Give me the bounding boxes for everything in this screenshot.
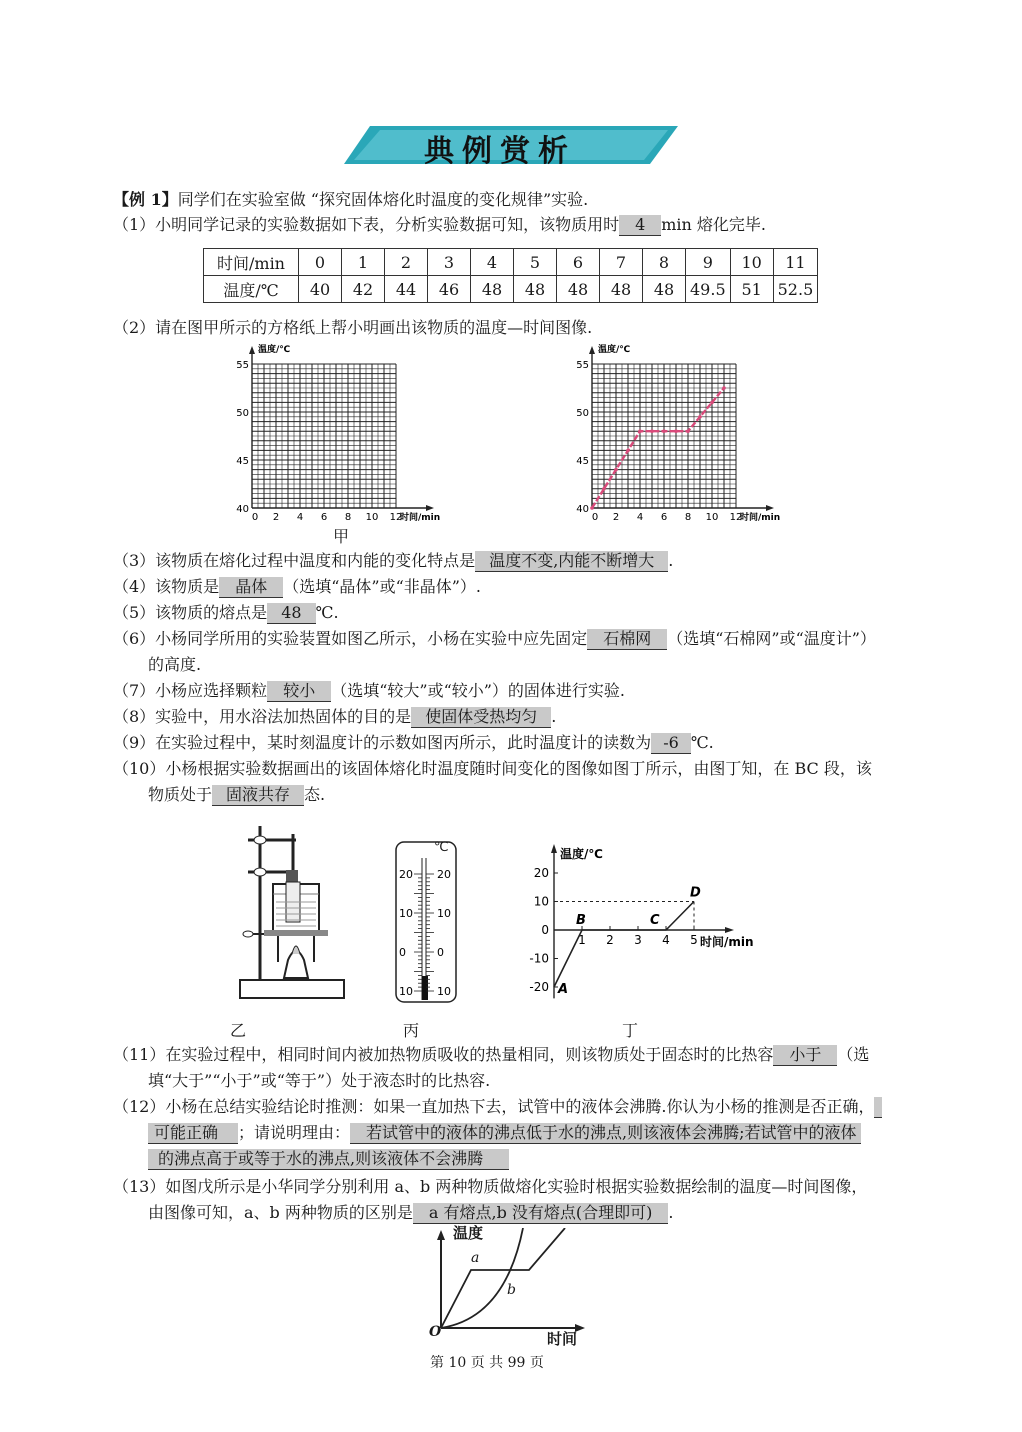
- x-tick-label: 6: [660, 512, 668, 523]
- data-point: [686, 429, 690, 433]
- x-tick-label: 6: [320, 512, 328, 523]
- table-cell-temp: 48: [471, 276, 514, 303]
- q11-text: （11）在实验过程中，相同时间内被加热物质吸收的热量相同，则该物质处于固态时的比热容: [113, 1045, 774, 1064]
- wu-label-b: b: [507, 1282, 516, 1298]
- caption-jia: 甲: [333, 527, 350, 546]
- q12-text: （12）小杨在总结实验结论时推测：如果一直加热下去，试管中的液体会沸腾.你认为小杨的推测是否正确，: [113, 1097, 875, 1116]
- table-cell-temp: 49.5: [686, 276, 731, 303]
- table-cell-temp: 46: [428, 276, 471, 303]
- y-axis-label: 温度/℃: [560, 847, 603, 861]
- q9-text: （9）在实验过程中，某时刻温度计的示数如图丙所示，此时温度计的读数为: [113, 733, 652, 752]
- caption-yi: 乙: [230, 1021, 247, 1040]
- table-cell-temp: 48: [643, 276, 686, 303]
- y-tick-label: 0: [541, 923, 549, 937]
- caption-ding: 丁: [622, 1021, 639, 1040]
- table-cell-time: 5: [514, 249, 557, 276]
- point-label: C: [650, 913, 660, 928]
- apparatus-svg: [238, 822, 348, 1007]
- section-banner: [340, 124, 680, 169]
- y-axis-label: 温度/℃: [258, 345, 291, 355]
- x-tick-label: 8: [344, 512, 352, 523]
- x-axis-label: 时间/min: [700, 935, 754, 949]
- question-8: [113, 706, 556, 728]
- table-cell-time: 9: [686, 249, 731, 276]
- data-point: [590, 506, 594, 510]
- y-tick-label: 55: [576, 360, 589, 371]
- q6-text: （6）小杨同学所用的实验装置如图乙所示，小杨在实验中应先固定: [113, 629, 588, 648]
- graph-jia-svg: [228, 340, 468, 530]
- table-cell-temp: 42: [342, 276, 385, 303]
- data-point: [674, 429, 678, 433]
- table-cell-time: 2: [385, 249, 428, 276]
- thermo-label-right: 10: [437, 985, 451, 998]
- point-label: D: [690, 885, 701, 901]
- y-tick-label: 10: [533, 894, 549, 909]
- example-text: 同学们在实验室做 “探究固体熔化时温度的变化规律”实验.: [177, 190, 589, 209]
- question-7: [113, 680, 625, 702]
- question-10: （10）小杨根据实验数据画出的该固体熔化时温度随时间变化的图像如图丁所示，由图丁知，在 BC 段，该: [113, 759, 872, 778]
- data-point: [614, 468, 618, 472]
- thermometer-unit: ℃: [434, 840, 449, 855]
- q5-text: （5）该物质的熔点是: [113, 603, 268, 622]
- x-tick-label: 12: [729, 512, 743, 523]
- q13-answer: a 有熔点,b 没有熔点(合理即可): [413, 1203, 669, 1224]
- q12-answer-2a: 若试管中的液体的沸点低于水的沸点,则该液体会沸腾;若试管中的液体: [350, 1123, 860, 1144]
- thermo-label-left: 0: [399, 946, 406, 959]
- x-axis-label: 时间/min: [740, 513, 781, 523]
- x-tick-label: 4: [636, 512, 644, 523]
- x-axis-arrow: [426, 505, 434, 511]
- x-tick-label: 2: [272, 512, 280, 523]
- q10-text-end: 态.: [304, 785, 326, 804]
- table-cell-temp: 48: [514, 276, 557, 303]
- banner-title: 典例赏析: [424, 134, 576, 169]
- q1-answer: 4: [619, 215, 661, 236]
- thermo-label-right: 10: [437, 907, 451, 920]
- x-tick-label: 5: [690, 933, 698, 947]
- thermo-label-right: 0: [437, 946, 444, 959]
- wu-origin: O: [429, 1324, 442, 1340]
- ding-svg: [520, 842, 790, 1012]
- question-3: [113, 550, 673, 572]
- table-cell-time: 10: [730, 249, 773, 276]
- q5-answer: 48: [267, 603, 315, 624]
- y-tick-label: 45: [236, 456, 249, 467]
- table-cell-temp: 51: [730, 276, 773, 303]
- q13-text: 由图像可知，a、b 两种物质的区别是: [148, 1203, 413, 1222]
- y-tick-label: 50: [576, 408, 589, 419]
- question-6-line2: 的高度.: [148, 655, 202, 674]
- q10-text: 物质处于: [148, 785, 213, 804]
- data-point: [662, 429, 666, 433]
- x-tick-label: 2: [612, 512, 620, 523]
- point-label: B: [576, 913, 586, 928]
- q12-answer-2b: 的沸点高于或等于水的沸点,则该液体不会沸腾: [148, 1149, 509, 1170]
- data-point: [650, 429, 654, 433]
- q13-text-end: .: [668, 1203, 674, 1222]
- figure-wu: [425, 1224, 595, 1356]
- q3-text-end: .: [668, 551, 674, 570]
- q5-text-end: ℃.: [315, 603, 339, 622]
- data-point: [698, 415, 702, 419]
- question-1: [113, 214, 766, 236]
- table-cell-time: 8: [643, 249, 686, 276]
- q10-answer: 固液共存: [212, 785, 304, 806]
- table-cell-temp: 40: [299, 276, 342, 303]
- q3-text: （3）该物质在熔化过程中温度和内能的变化特点是: [113, 551, 476, 570]
- table-row-temp: [204, 276, 818, 303]
- y-axis-arrow: [249, 346, 255, 354]
- table-cell-temp: 48: [557, 276, 600, 303]
- caption-bing: 丙: [403, 1021, 420, 1040]
- x-tick-label: 10: [365, 512, 379, 523]
- y-tick-label: -20: [529, 980, 549, 994]
- example-heading: [113, 189, 588, 211]
- x-axis-arrow: [766, 505, 774, 511]
- y-axis-arrow: [551, 844, 557, 853]
- wu-label-a: a: [471, 1250, 480, 1266]
- table-cell-time: 7: [600, 249, 643, 276]
- q11-answer: 小于: [773, 1045, 837, 1066]
- table-cell-temp: 44: [385, 276, 428, 303]
- q9-answer: -6: [651, 733, 691, 754]
- question-10-line2: [148, 784, 325, 806]
- q3-answer: 温度不变,内能不断增大: [475, 551, 668, 572]
- x-tick-label: 12: [389, 512, 403, 523]
- data-point: [638, 429, 642, 433]
- question-4: [113, 576, 481, 598]
- q1-text: （1）小明同学记录的实验数据如下表，分析实验数据可知，该物质用时: [113, 215, 620, 234]
- table-row-time: [204, 249, 818, 276]
- y-tick-label: 40: [236, 504, 249, 515]
- table-cell-time: 6: [557, 249, 600, 276]
- wu-ylabel: 温度: [453, 1224, 484, 1242]
- table-cell-time: 1: [342, 249, 385, 276]
- question-13-line2: [148, 1202, 674, 1224]
- table-cell-temp: 48: [600, 276, 643, 303]
- figure-thermometer: [392, 838, 464, 1010]
- x-tick-label: 0: [251, 512, 259, 523]
- question-5: [113, 602, 339, 624]
- graph-jia: [228, 340, 468, 534]
- y-tick-label: 40: [576, 504, 589, 515]
- q7-text: （7）小杨应选择颗粒: [113, 681, 268, 700]
- wu-xlabel: 时间: [547, 1330, 578, 1348]
- q7-answer: 较小: [267, 681, 331, 702]
- question-11-line2: 填“大于”“小于”或“等于”）处于液态时的比热容.: [148, 1071, 491, 1090]
- question-2: （2）请在图甲所示的方格纸上帮小明画出该物质的温度—时间图像.: [113, 318, 593, 337]
- question-12-line2: [148, 1122, 861, 1144]
- table-cell-time: 3: [428, 249, 471, 276]
- q9-text-end: ℃.: [690, 733, 714, 752]
- table-cell-time: 11: [773, 249, 818, 276]
- y-tick-label: 50: [236, 408, 249, 419]
- q11-text-end: （选: [837, 1045, 870, 1064]
- thermometer-svg: [392, 838, 464, 1006]
- data-point: [710, 401, 714, 405]
- x-tick-label: 10: [705, 512, 719, 523]
- q8-text: （8）实验中，用水浴法加热固体的目的是: [113, 707, 412, 726]
- x-axis-arrow: [725, 927, 734, 933]
- q4-text-end: （选填“晶体”或“非晶体”）.: [283, 577, 482, 596]
- x-tick-label: 1: [578, 933, 586, 947]
- y-axis-arrow: [589, 346, 595, 354]
- figure-ding: [520, 842, 790, 1016]
- graph-answer: [568, 340, 808, 534]
- y-tick-label: 20: [533, 866, 549, 880]
- row-label-temp: 温度/℃: [204, 276, 299, 303]
- x-tick-label: 3: [634, 933, 642, 947]
- figure-apparatus: [238, 822, 348, 1011]
- thermo-label-left: 10: [399, 907, 413, 920]
- page-footer: 第 10 页 共 99 页: [430, 1355, 544, 1371]
- x-tick-label: 4: [296, 512, 304, 523]
- y-tick-label: 45: [576, 456, 589, 467]
- data-point: [602, 487, 606, 491]
- question-13: （13）如图戊所示是小华同学分别利用 a、b 两种物质做熔化实验时根据实验数据绘制的温度—时间图像，: [113, 1177, 868, 1196]
- table-cell-time: 0: [299, 249, 342, 276]
- q4-answer: 晶体: [219, 577, 283, 598]
- q6-text-end: （选填“石棉网”或“温度计”）: [667, 629, 876, 648]
- q4-text: （4）该物质是: [113, 577, 220, 596]
- y-tick-label: -10: [529, 951, 549, 966]
- q6-answer: 石棉网: [587, 629, 667, 650]
- q8-text-end: .: [551, 707, 557, 726]
- table-cell-time: 4: [471, 249, 514, 276]
- question-6: [113, 628, 876, 650]
- q7-text-end: （选填“较大”或“较小”）的固体进行实验.: [331, 681, 626, 700]
- x-tick-label: 4: [662, 933, 670, 947]
- x-tick-label: 0: [591, 512, 599, 523]
- graph-answer-svg: [568, 340, 808, 530]
- row-label-time: 时间/min: [204, 249, 299, 276]
- q12-answer-stub: [874, 1097, 882, 1118]
- y-axis-label: 温度/℃: [598, 345, 631, 355]
- x-axis-label: 时间/min: [400, 513, 441, 523]
- point-label: A: [558, 982, 569, 997]
- x-tick-label: 2: [606, 933, 614, 947]
- q12-text-mid: ；请说明理由：: [238, 1123, 351, 1142]
- heating-curve: [554, 902, 694, 988]
- x-tick-label: 8: [684, 512, 692, 523]
- thermo-label-left: 20: [399, 868, 413, 881]
- q8-answer: 使固体受热均匀: [411, 707, 551, 728]
- q12-answer-1: 可能正确: [148, 1123, 238, 1144]
- y-tick-label: 55: [236, 360, 249, 371]
- data-point: [626, 449, 630, 453]
- question-9: [113, 732, 714, 754]
- question-12-line3: [148, 1148, 509, 1170]
- data-table: [203, 248, 818, 303]
- thermo-label-right: 20: [437, 868, 451, 881]
- data-point: [722, 386, 726, 390]
- example-label: 【例 1】: [113, 190, 178, 209]
- q1-text-end: min 熔化完毕.: [661, 215, 766, 234]
- question-12: [113, 1096, 882, 1118]
- table-cell-temp: 52.5: [773, 276, 818, 303]
- question-11: [113, 1044, 869, 1066]
- thermo-label-left: 10: [399, 985, 413, 998]
